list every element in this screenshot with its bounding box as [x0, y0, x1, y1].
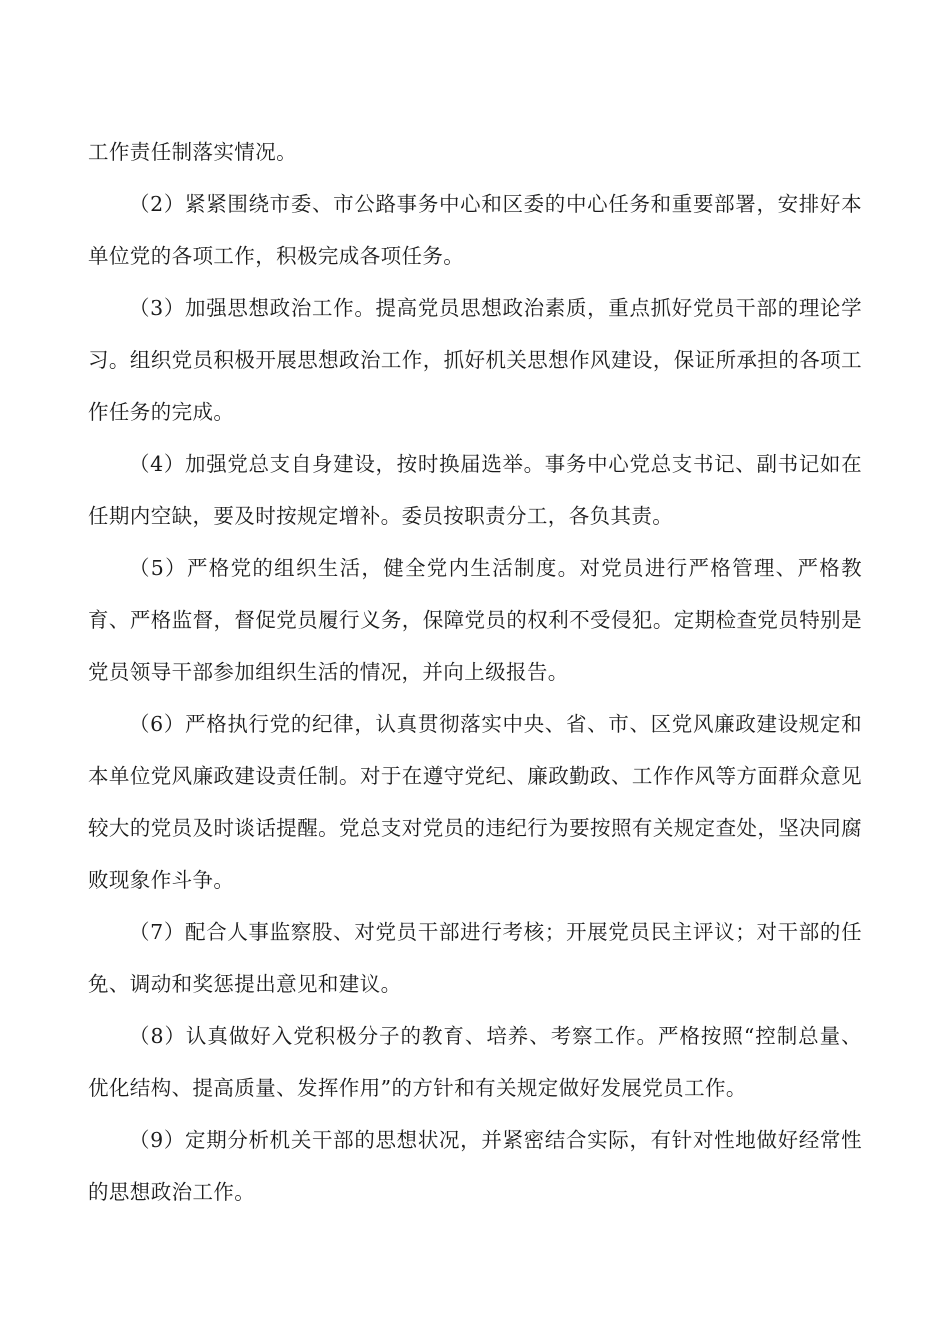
paragraph-item-3: （3）加强思想政治工作。提高党员思想政治素质，重点抓好党员干部的理论学习。组织党员积极开展思想政治工作，抓好机关思想作风建设，保证所承担的各项工作任务的完成。: [88, 296, 862, 424]
paragraph-item-8: （8）认真做好入党积极分子的教育、培养、考察工作。严格按照“控制总量、优化结构、提高质量、发挥作用”的方针和有关规定做好发展党员工作。: [88, 1024, 862, 1100]
document-page: [88, 126, 862, 1218]
paragraph-item-6: （6）严格执行党的纪律，认真贯彻落实中央、省、市、区党风廉政建设规定和本单位党风廉政建设责任制。对于在遵守党纪、廉政勤政、工作作风等方面群众意见较大的党员及时谈话提醒。党总支对党员的违纪行为要按照有关规定查处，坚决同腐败现象作斗争。: [88, 712, 862, 892]
paragraph-continuation: 工作责任制落实情况。: [88, 140, 297, 164]
paragraph-item-7: （7）配合人事监察股、对党员干部进行考核；开展党员民主评议；对干部的任免、调动和奖惩提出意见和建议。: [88, 920, 862, 996]
paragraph-item-9: （9）定期分析机关干部的思想状况，并紧密结合实际，有针对性地做好经常性的思想政治工作。: [88, 1128, 862, 1204]
paragraph-item-5: （5）严格党的组织生活，健全党内生活制度。对党员进行严格管理、严格教育、严格监督，督促党员履行义务，保障党员的权利不受侵犯。定期检查党员特别是党员领导干部参加组织生活的情况，并向上级报告。: [88, 556, 862, 684]
paragraph-item-4: （4）加强党总支自身建设，按时换届选举。事务中心党总支书记、副书记如在任期内空缺，要及时按规定增补。委员按职责分工，各负其责。: [88, 452, 862, 528]
paragraph-item-2: （2）紧紧围绕市委、市公路事务中心和区委的中心任务和重要部署，安排好本单位党的各项工作，积极完成各项任务。: [88, 192, 862, 268]
